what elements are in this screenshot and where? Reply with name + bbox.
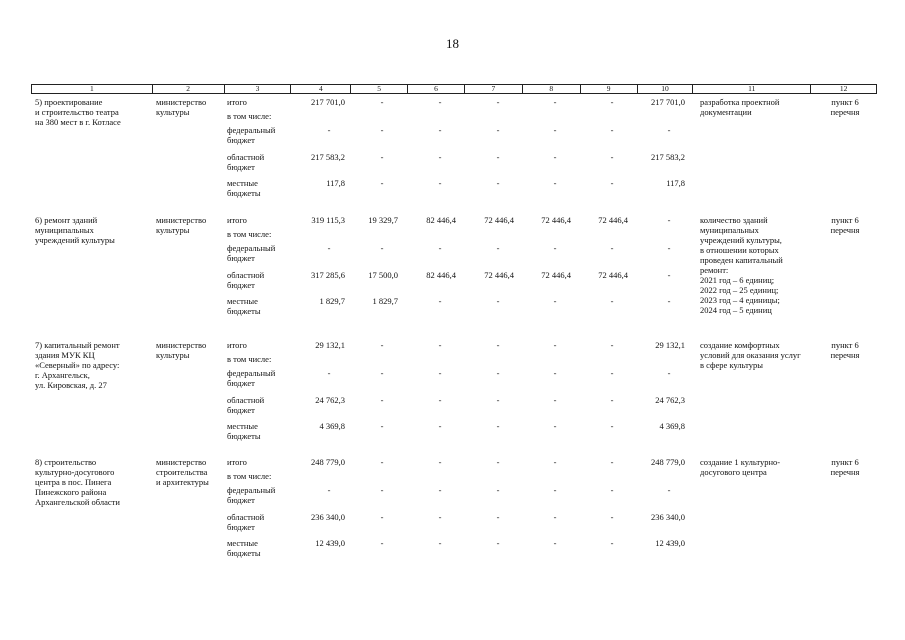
- table-cell: 4 369,8: [319, 421, 345, 431]
- table-cell: -: [327, 243, 331, 253]
- table-cell: -: [496, 457, 500, 467]
- executor: министерство культуры: [156, 97, 207, 117]
- table-cell: -: [610, 512, 614, 522]
- result-text: разработка проектной документации: [700, 97, 780, 117]
- table-cell: -: [553, 368, 557, 378]
- table-cell: 217 583,2: [651, 152, 685, 162]
- table-cell: -: [380, 97, 384, 107]
- table-cell: -: [553, 395, 557, 405]
- reference-text: пункт 6 перечня: [830, 340, 860, 360]
- table-cell: -: [438, 395, 442, 405]
- table-cell: -: [610, 395, 614, 405]
- table-cell: -: [553, 421, 557, 431]
- result-text: создание комфортных условий для оказания услуг в сфере культуры: [700, 340, 801, 370]
- source-label: в том числе:: [227, 471, 272, 481]
- table-cell: 117,8: [666, 178, 685, 188]
- source-label: местные бюджеты: [227, 538, 261, 558]
- table-cell: 248 779,0: [311, 457, 345, 467]
- table-cell: -: [553, 512, 557, 522]
- header-col-2: 2: [153, 85, 225, 93]
- table-cell: -: [553, 243, 557, 253]
- measure-name: 5) проектирование и строительство театра на 380 мест в г. Котласе: [35, 97, 121, 127]
- table-cell: -: [380, 538, 384, 548]
- table-cell: 72 446,4: [484, 270, 514, 280]
- table-cell: 29 132,1: [315, 340, 345, 350]
- table-cell: 82 446,4: [426, 270, 456, 280]
- table-cell: -: [496, 421, 500, 431]
- table-cell: -: [380, 395, 384, 405]
- table-cell: -: [380, 152, 384, 162]
- executor: министерство строительства и архитектуры: [156, 457, 209, 487]
- table-cell: -: [667, 243, 671, 253]
- table-cell: 72 446,4: [541, 270, 571, 280]
- table-cell: -: [553, 178, 557, 188]
- table-cell: -: [496, 485, 500, 495]
- table-cell: -: [496, 395, 500, 405]
- table-cell: -: [610, 457, 614, 467]
- source-label: итого: [227, 457, 247, 467]
- table-cell: -: [610, 340, 614, 350]
- table-cell: -: [667, 296, 671, 306]
- table-cell: 217 701,0: [651, 97, 685, 107]
- table-cell: -: [553, 340, 557, 350]
- table-cell: -: [553, 485, 557, 495]
- table-cell: -: [327, 125, 331, 135]
- reference-text: пункт 6 перечня: [830, 457, 860, 477]
- header-col-5: 5: [351, 85, 408, 93]
- table-cell: 117,8: [326, 178, 345, 188]
- table-cell: -: [496, 368, 500, 378]
- executor: министерство культуры: [156, 340, 207, 360]
- table-header-row: [31, 84, 877, 94]
- table-cell: -: [553, 296, 557, 306]
- table-cell: 24 762,3: [655, 395, 685, 405]
- source-label: федеральный бюджет: [227, 125, 276, 145]
- table-cell: -: [438, 125, 442, 135]
- table-cell: -: [610, 485, 614, 495]
- table-cell: -: [438, 243, 442, 253]
- table-cell: -: [380, 512, 384, 522]
- source-label: областной бюджет: [227, 395, 265, 415]
- table-cell: 236 340,0: [311, 512, 345, 522]
- table-cell: -: [380, 421, 384, 431]
- table-cell: 217 583,2: [311, 152, 345, 162]
- source-label: местные бюджеты: [227, 296, 261, 316]
- table-cell: -: [553, 538, 557, 548]
- table-cell: -: [496, 296, 500, 306]
- table-cell: 29 132,1: [655, 340, 685, 350]
- table-cell: 24 762,3: [315, 395, 345, 405]
- source-label: федеральный бюджет: [227, 243, 276, 263]
- table-cell: -: [610, 97, 614, 107]
- table-cell: -: [438, 97, 442, 107]
- table-cell: -: [438, 512, 442, 522]
- table-cell: -: [438, 178, 442, 188]
- table-cell: -: [496, 152, 500, 162]
- table-cell: -: [438, 296, 442, 306]
- table-cell: -: [496, 125, 500, 135]
- table-cell: -: [667, 485, 671, 495]
- table-cell: -: [496, 538, 500, 548]
- table-cell: -: [610, 125, 614, 135]
- table-cell: -: [438, 421, 442, 431]
- table-cell: 12 439,0: [315, 538, 345, 548]
- table-cell: 4 369,8: [659, 421, 685, 431]
- table-cell: -: [380, 340, 384, 350]
- reference-text: пункт 6 перечня: [830, 97, 860, 117]
- measure-name: 6) ремонт зданий муниципальных учреждений культуры: [35, 215, 115, 245]
- table-cell: -: [438, 152, 442, 162]
- header-col-4: 4: [291, 85, 351, 93]
- header-col-1: 1: [32, 85, 153, 93]
- table-cell: -: [496, 97, 500, 107]
- source-label: федеральный бюджет: [227, 485, 276, 505]
- source-label: федеральный бюджет: [227, 368, 276, 388]
- header-col-9: 9: [581, 85, 638, 93]
- header-col-8: 8: [523, 85, 581, 93]
- page-number: 18: [446, 36, 459, 51]
- source-label: областной бюджет: [227, 152, 265, 172]
- table-cell: -: [438, 538, 442, 548]
- source-label: итого: [227, 215, 247, 225]
- table-cell: -: [667, 215, 671, 225]
- table-cell: 72 446,4: [541, 215, 571, 225]
- table-cell: 217 701,0: [311, 97, 345, 107]
- table-cell: 248 779,0: [651, 457, 685, 467]
- table-cell: -: [327, 485, 331, 495]
- table-cell: -: [496, 340, 500, 350]
- table-cell: -: [610, 152, 614, 162]
- table-cell: -: [380, 485, 384, 495]
- table-cell: -: [667, 125, 671, 135]
- result-text: количество зданий муниципальных учреждений культуры, в отношении которых проведен капитальный ремонт: 2021 год – 6 единиц; 2022 год – 25 единиц; 2023 год – 4 единицы; 2024 год – 5 единиц: [700, 215, 783, 315]
- table-cell: -: [553, 457, 557, 467]
- result-text: создание 1 культурно- досугового центра: [700, 457, 781, 477]
- table-cell: 319 115,3: [311, 215, 345, 225]
- header-col-12: 12: [839, 84, 848, 93]
- table-cell: -: [610, 538, 614, 548]
- header-col-3: 3: [225, 85, 292, 93]
- table-cell: -: [380, 125, 384, 135]
- table-cell: -: [327, 368, 331, 378]
- source-label: итого: [227, 97, 247, 107]
- table-cell: -: [610, 178, 614, 188]
- table-cell: -: [610, 243, 614, 253]
- source-label: областной бюджет: [227, 270, 265, 290]
- table-cell: -: [667, 368, 671, 378]
- source-label: в том числе:: [227, 229, 272, 239]
- table-cell: 72 446,4: [598, 270, 628, 280]
- table-cell: -: [553, 125, 557, 135]
- reference-text: пункт 6 перечня: [830, 215, 860, 235]
- table-cell: 1 829,7: [372, 296, 398, 306]
- table-cell: -: [496, 178, 500, 188]
- table-cell: -: [438, 485, 442, 495]
- table-cell: -: [610, 421, 614, 431]
- source-label: местные бюджеты: [227, 421, 261, 441]
- table-cell: -: [610, 368, 614, 378]
- header-col-10: 10: [638, 85, 694, 93]
- measure-name: 8) строительство культурно-досугового центра в пос. Пинега Пинежского района Архангельской области: [35, 457, 120, 507]
- table-cell: -: [438, 340, 442, 350]
- table-cell: -: [380, 178, 384, 188]
- header-col-7: 7: [465, 85, 523, 93]
- table-cell: -: [496, 512, 500, 522]
- table-cell: -: [667, 270, 671, 280]
- table-cell: 236 340,0: [651, 512, 685, 522]
- measure-name: 7) капитальный ремонт здания МУК КЦ «Северный» по адресу: г. Архангельск, ул. Кировская, д. 27: [35, 340, 120, 390]
- source-label: местные бюджеты: [227, 178, 261, 198]
- table-cell: 72 446,4: [484, 215, 514, 225]
- table-cell: 82 446,4: [426, 215, 456, 225]
- table-cell: -: [496, 243, 500, 253]
- table-cell: -: [380, 243, 384, 253]
- table-cell: 72 446,4: [598, 215, 628, 225]
- table-cell: -: [553, 152, 557, 162]
- source-label: областной бюджет: [227, 512, 265, 532]
- source-label: в том числе:: [227, 111, 272, 121]
- executor: министерство культуры: [156, 215, 207, 235]
- table-cell: 317 285,6: [311, 270, 345, 280]
- table-cell: 19 329,7: [368, 215, 398, 225]
- source-label: в том числе:: [227, 354, 272, 364]
- header-col-6: 6: [408, 85, 465, 93]
- table-cell: 12 439,0: [655, 538, 685, 548]
- table-cell: 1 829,7: [319, 296, 345, 306]
- table-cell: -: [438, 368, 442, 378]
- header-col-11: 11: [693, 85, 811, 93]
- table-cell: -: [380, 457, 384, 467]
- table-cell: -: [380, 368, 384, 378]
- table-cell: 17 500,0: [368, 270, 398, 280]
- table-cell: -: [438, 457, 442, 467]
- table-cell: -: [610, 296, 614, 306]
- source-label: итого: [227, 340, 247, 350]
- table-cell: -: [553, 97, 557, 107]
